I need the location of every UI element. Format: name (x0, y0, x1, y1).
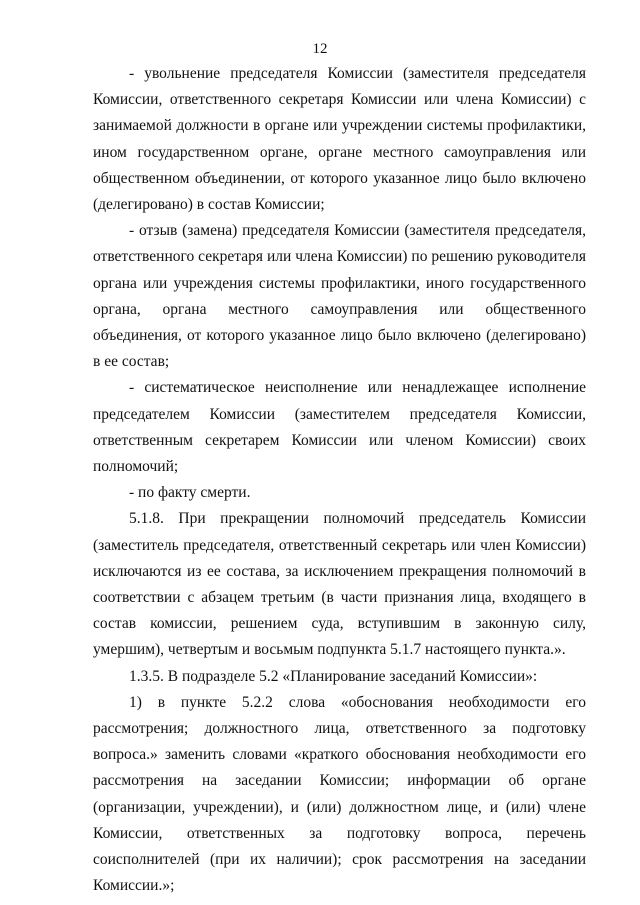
paragraph-item-1: 1) в пункте 5.2.2 слова «обоснования необходимости его рассмотрения; должностного лица, ответственного за подготовку вопроса.» заменить словами «краткого обоснования необходимости его рассмотрения на заседании Комиссии; информации об органе (организации, учреждении), и (или) должностном лице, и (или) члене Комиссии, ответственных за подготовку вопроса, перечень соисполнителей (при их наличии); срок рассмотрения на заседании Комиссии.»; (93, 693, 586, 895)
document-body (93, 61, 586, 900)
paragraph-1-3-5: 1.3.5. В подразделе 5.2 «Планирование заседаний Комиссии»: (129, 667, 538, 685)
paragraph-death: - по факту смерти. (129, 484, 251, 502)
paragraph-dismissal: - увольнение председателя Комиссии (заместителя председателя Комиссии, ответственного секретаря Комиссии или члена Комиссии) с занимаемой должности в органе или учреждении системы профилактики, ином государственном органе, органе местного самоуправления или общественном объединении, от которого указанное лицо было включено (делегировано) в состав Комиссии; (93, 65, 586, 214)
page-number: 12 (312, 41, 328, 57)
paragraph-non-performance: - систематическое неисполнение или ненадлежащее исполнение председателем Комиссии (заместителем председателя Комиссии, ответственным секретарем Комиссии или членом Комиссии) своих полномочий; (93, 379, 586, 476)
paragraph-recall: - отзыв (замена) председателя Комиссии (заместителя председателя, ответственного секретаря или члена Комиссии) по решению руководителя органа или учреждения системы профилактики, иного государственного органа, органа местного самоуправления или общественного объединения, от которого указанное лицо было включено (делегировано) в ее состав; (93, 222, 586, 371)
paragraph-5-1-8: 5.1.8. При прекращении полномочий председатель Комиссии (заместитель председателя, ответственный секретарь или член Комиссии) исключаются из ее состава, за исключением прекращения полномочий в соответствии с абзацем третьим (в части признания лица, входящего в состав комиссии, решением суда, вступившим в законную силу, умершим), четвертым и восьмым подпункта 5.1.7 настоящего пункта.». (93, 510, 586, 659)
